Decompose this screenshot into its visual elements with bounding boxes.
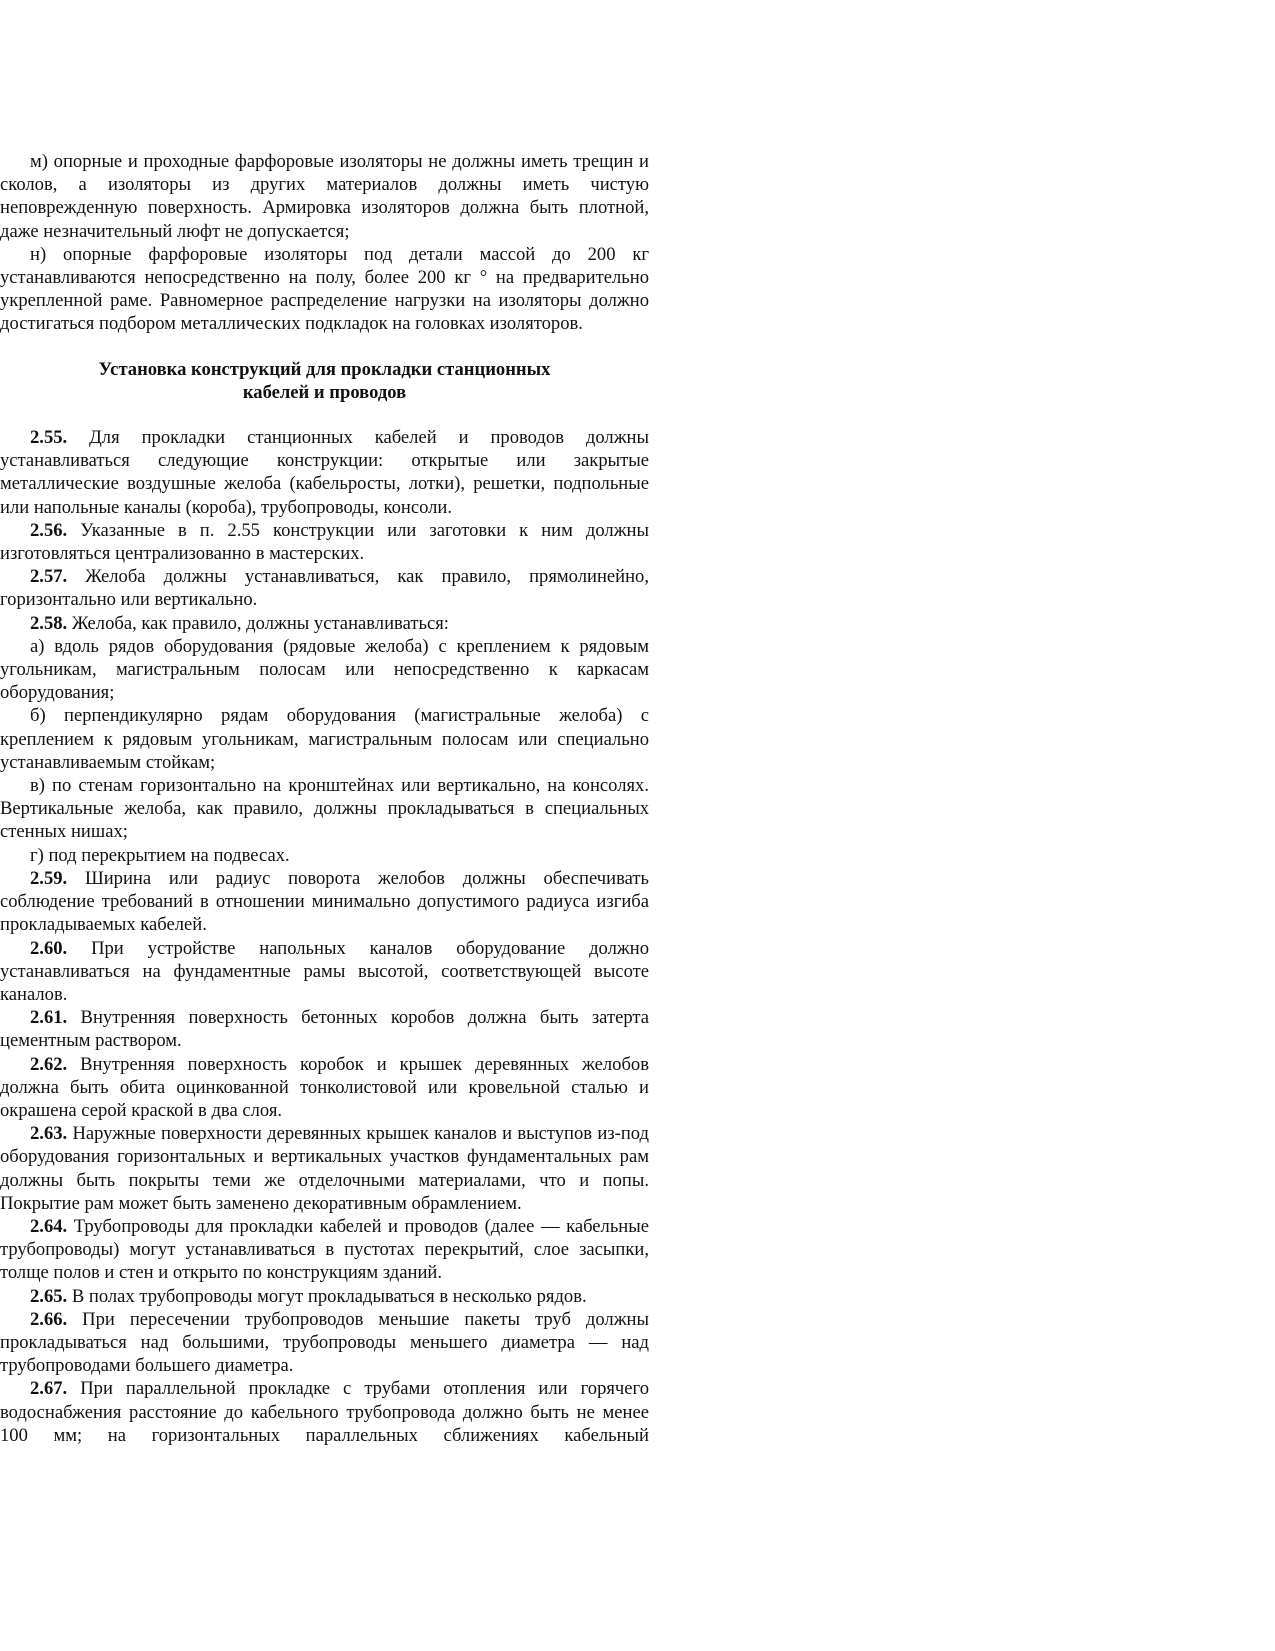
- paragraph-item-n: [0, 243, 649, 336]
- clause-number: 2.63.: [30, 1123, 68, 1145]
- paragraph-item-m: [0, 150, 649, 243]
- clause-2-55: [0, 426, 649, 519]
- clause-2-58: [0, 612, 649, 635]
- clause-2-64: [0, 1215, 649, 1285]
- clause-text: При пересечении трубопроводов меньшие пакеты труб должны прокладываться над большими, трубопроводы меньшего диаметра — над трубопроводами большего диаметра.: [0, 1308, 649, 1377]
- clause-text: в) по стенам горизонтально на кронштейнах или вертикально, на консолях. Вертикальные желоба, как правило, должны прокладываться в специальных стенных нишах;: [0, 775, 649, 843]
- clause-text: б) перпендикулярно рядам оборудования (магистральные желоба) с креплением к рядовым угольникам, магистральным полосам или специально устанавливаемым стойкам;: [0, 705, 649, 773]
- clause-2-66: [0, 1308, 649, 1378]
- clause-2-59: [0, 867, 649, 937]
- clause-number: 2.64.: [30, 1215, 68, 1237]
- clause-text: Внутренняя поверхность бетонных коробов должна быть затерта цементным раствором.: [0, 1007, 649, 1052]
- clause-text: Трубопроводы для прокладки кабелей и проводов (далее — кабельные трубопроводы) могут устанавливаться в пустотах перекрытий, слое засыпки, толще полов и стен и открыто по конструкциям зданий.: [0, 1215, 649, 1284]
- clause-2-61: [0, 1006, 649, 1052]
- clause-2-62: [0, 1053, 649, 1123]
- clause-number: 2.58.: [30, 612, 68, 634]
- clause-2-63: [0, 1122, 649, 1215]
- clause-2-60: [0, 937, 649, 1007]
- clause-2-56: [0, 519, 649, 565]
- clause-2-58-v: [0, 774, 649, 844]
- clause-2-58-b: [0, 704, 649, 774]
- clause-text: При устройстве напольных каналов оборудование должно устанавливаться на фундаментные рамы высотой, соответствующей высоте каналов.: [0, 937, 649, 1005]
- clause-2-65: [0, 1285, 649, 1308]
- clause-number: 2.67.: [30, 1378, 68, 1400]
- clause-number: 2.55.: [30, 427, 68, 449]
- clause-text: Ширина или радиус поворота желобов должны обеспечивать соблюдение требований в отношении минимально допустимого радиуса изгиба прокладываемых кабелей.: [0, 867, 649, 936]
- clause-2-67: [0, 1377, 649, 1447]
- clause-number: 2.61.: [30, 1007, 68, 1029]
- clause-text: В полах трубопроводы могут прокладываться в несколько рядов.: [67, 1285, 587, 1307]
- clause-2-58-g: [0, 844, 649, 867]
- section-heading-line: кабелей и проводов: [242, 381, 407, 403]
- clause-text: Желоба должны устанавливаться, как правило, прямолинейно, горизонтально или вертикально.: [0, 566, 649, 611]
- clause-2-57: [0, 565, 649, 611]
- clause-text: Внутренняя поверхность коробок и крышек деревянных желобов должна быть обита оцинкованной тонколистовой или кровельной сталью и окрашена серой краской в два слоя.: [0, 1053, 649, 1121]
- clause-number: 2.59.: [30, 867, 68, 889]
- section-heading-line: Установка конструкций для прокладки станционных: [98, 358, 551, 380]
- clause-text: а) вдоль рядов оборудования (рядовые желоба) с креплением к рядовым угольникам, магистральным полосам или непосредственно к каркасам оборудования;: [0, 635, 649, 704]
- clause-text: Указанные в п. 2.55 конструкции или заготовки к ним должны изготовляться централизованно в мастерских.: [0, 519, 649, 565]
- clause-text: г) под перекрытием на подвесах.: [30, 844, 290, 866]
- clause-text: При параллельной прокладке с трубами отопления или горячего водоснабжения расстояние до кабельного трубопровода должно быть не менее 100 мм; на горизонтальных параллельных сближениях кабельный: [0, 1378, 649, 1446]
- paragraph-text: м) опорные и проходные фарфоровые изоляторы не должны иметь трещин и сколов, а изоляторы из других материалов должны иметь чистую неповрежденную поверхность. Армировка изоляторов должна быть плотной, даже незначительный люфт не допускается;: [0, 151, 649, 242]
- clause-text: Наружные поверхности деревянных крышек каналов и выступов из-под оборудования горизонтальных и вертикальных участков фундаментальных рам должны быть покрыты теми же отделочными материалами, что и попы. Покрытие рам может быть заменено декоративным обрамлением.: [0, 1123, 649, 1214]
- clause-number: 2.66.: [30, 1308, 68, 1330]
- clause-text: Желоба, как правило, должны устанавливаться:: [67, 612, 449, 634]
- section-heading: [0, 358, 649, 404]
- clause-number: 2.65.: [30, 1285, 68, 1307]
- paragraph-text: н) опорные фарфоровые изоляторы под детали массой до 200 кг устанавливаются непосредственно на полу, более 200 кг ° на предварительно укрепленной раме. Равномерное распределение нагрузки на изоляторы должно достигаться подбором металлических подкладок на головках изоляторов.: [0, 243, 649, 335]
- clause-number: 2.62.: [30, 1053, 68, 1075]
- document-page: [0, 150, 649, 1447]
- clause-number: 2.60.: [30, 937, 68, 959]
- clause-number: 2.57.: [30, 566, 68, 588]
- clause-2-58-a: [0, 635, 649, 705]
- clause-text: Для прокладки станционных кабелей и проводов должны устанавливаться следующие конструкции: открытые или закрытые металлические воздушные желоба (кабельросты, лотки), решетки, подпольные или напольные каналы (короба), трубопроводы, консоли.: [0, 427, 649, 518]
- clause-number: 2.56.: [30, 519, 68, 541]
